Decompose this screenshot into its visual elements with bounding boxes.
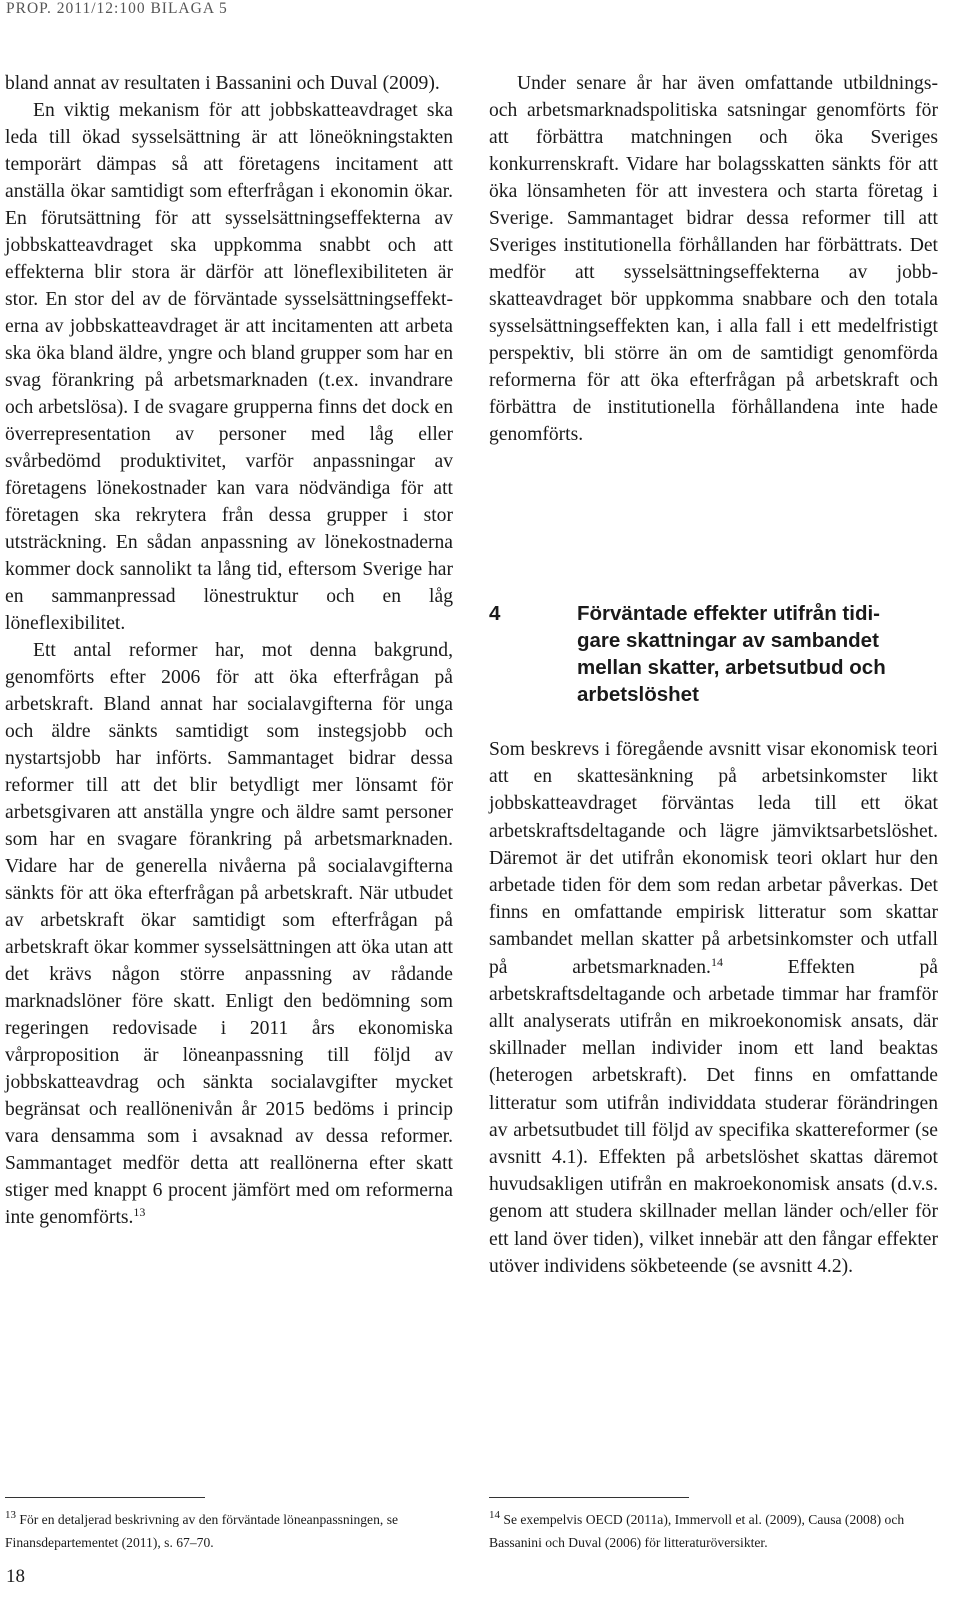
page-number: 18 (6, 1566, 25, 1587)
footnote-number: 13 (5, 1509, 16, 1521)
paragraph: En viktig mekanism för att jobbskatteavdraget ska leda till ökad sysselsättning är att löneökningstakten temporärt dämpas så att företagens incitament att anställa ökar samtidigt som efterfrågan i ekonomin ökar. En förutsättning för att sysselsättningseffekterna av jobbskatteavdraget ska uppkomma snabbt och att effekterna blir stora är därför att löneflexibiliteten är stor. En stor del av de förväntade sysselsättningseffekterna av jobbskatteavdraget är att incitamenten att arbeta ska öka bland äldre, yngre och bland grupper som har en svag förankring på arbetsmarknaden (t.ex. invandrare och arbetslösa). I de svagare grupperna finns det dock en överrepresentation av personer med låg eller svårbedömd produktivitet, varför anpassningar av företagens lönekostnader kan vara nödvändiga för att företagen ska rekrytera från dessa grupper i stor utsträckning. En sådan anpassning av lönekostnaderna kommer dock sannolikt ta lång tid, eftersom Sverige har en sammanpressad lönestruktur och en låg löneflexibilitet. (5, 100, 453, 634)
section-number: 4 (489, 602, 501, 625)
footnote-divider (5, 1497, 205, 1498)
footnote-text: För en detaljerad beskrivning av den förväntade löneanpassningen, se Finansdepartementet (2011), s. 67–70. (5, 1512, 399, 1550)
footnote-text: Se exempelvis OECD (2011a), Immervoll et al. (2009), Causa (2008) och Bassanini och Duval (2006) för litteraturöversikter. (489, 1512, 905, 1550)
paragraph-text: Effekten på arbetskraftsdeltagande och arbetade timmar har framför allt analyserats utifrån en mikroekonomisk ansats, där skillnader mellan individer inom ett land beaktas (heterogen arbetskraft). Det finns en omfattande litteratur som utifrån individdata studerar förändringen av arbetsutbudet till följd av specifika skattereformer (se avsnitt 4.1). Effekten på arbetslöshet skattas däremot huvudsakligen utifrån en makroekonomisk ansats (d.v.s. genom att studera skillnader mellan länder och/eller för ett land över tiden), vilket innebär att den fångar effekter utöver individens sökbeteende (se avsnitt 4.2). (489, 956, 938, 1277)
section-title: Förväntade effekter utifrån tidigare skattningar av sambandet mellan skatter, arbetsutbud och arbetslöshet (577, 602, 886, 706)
paragraph (5, 637, 453, 1231)
paragraph: Under senare år har även omfattande utbildnings- och arbetsmarknadspolitiska satsningar genomförts för att förbättra matchningen och öka Sveriges konkurrenskraft. Vidare har bolagsskatten sänkts för att öka lönsamheten för att investera och starta företag i Sverige. Sammantaget bidrar dessa reformer till att Sveriges institutionella förhållanden har förbättrats. Det medför att sysselsättningseffekterna av jobbskatteavdraget bör uppkomma snabbare och den totala sysselsättningseffekten kan, i alla fall i ett medelfristigt perspektiv, bli större än om de samtidigt genomförda reformerna för att öka efterfrågan på arbetskraft och förbättra de institutionella förhållandena inte hade genomförts. (489, 73, 938, 445)
left-column (5, 70, 453, 1231)
footnote-ref[interactable]: 14 (710, 954, 723, 969)
footnote-14 (489, 1508, 939, 1554)
paragraph: bland annat av resultaten i Bassanini och Duval (2009). (5, 73, 440, 94)
footnote-ref[interactable]: 13 (133, 1205, 146, 1219)
section-body (489, 736, 938, 1280)
running-header: PROP. 2011/12:100 BILAGA 5 (6, 0, 228, 17)
paragraph-text: Som beskrevs i föregående avsnitt visar ekonomisk teori att en skattesänkning på arbetsinkomster likt jobbskatteavdraget förväntas leda till ett ökat arbetskraftsdeltagande och lägre jämviktsarbetslöshet. Däremot är det utifrån ekonomisk teori oklart hur den arbetade tiden för dem som redan arbetar påverkas. Det finns en omfattande empirisk litteratur som skattar sambandet mellan skatter på arbetsinkomster och utfall på arbetsmarknaden. (489, 739, 938, 978)
paragraph-text: Ett antal reformer har, mot denna bakgrund, genomförts efter 2006 för att öka efterfrågan på arbetskraft. Bland annat har socialavgifterna för unga och äldre sänkts samtidigt som instegsjobb och nystartsjobb har införts. Sammantaget bidrar dessa reformer till att det blir betydligt mer lönsamt för arbetsgivaren att anställa yngre och äldre samt personer som har en svagare förankring på arbetsmarknaden. Vidare har de generella nivåerna på socialavgifterna sänkts för att öka efterfrågan på arbetskraft. När utbudet av arbetskraft ökar samtidigt som efterfrågan på arbetskraft ökar kommer sysselsättningen att öka utan att det krävs någon större anpassning av rådande marknadslöner före skatt. Enligt den bedömning som regeringen redovisade i 2011 års ekonomiska vårproposition är löneanpassning till följd av jobbskatteavdrag och sänkta socialavgifter mycket begränsat och reallönenivån år 2015 bedöms i princip vara densamma som i avsaknad av dessa reformer. Sammantaget medför detta att reallönerna efter skatt stiger med knappt 6 procent jämfört med om reformerna inte genomförts. (5, 640, 453, 1228)
section-heading (489, 600, 938, 708)
paragraph (489, 736, 938, 1280)
right-column (489, 70, 938, 448)
footnote-divider (489, 1497, 689, 1498)
footnote-13 (5, 1508, 455, 1554)
footnote-number: 14 (489, 1509, 500, 1521)
